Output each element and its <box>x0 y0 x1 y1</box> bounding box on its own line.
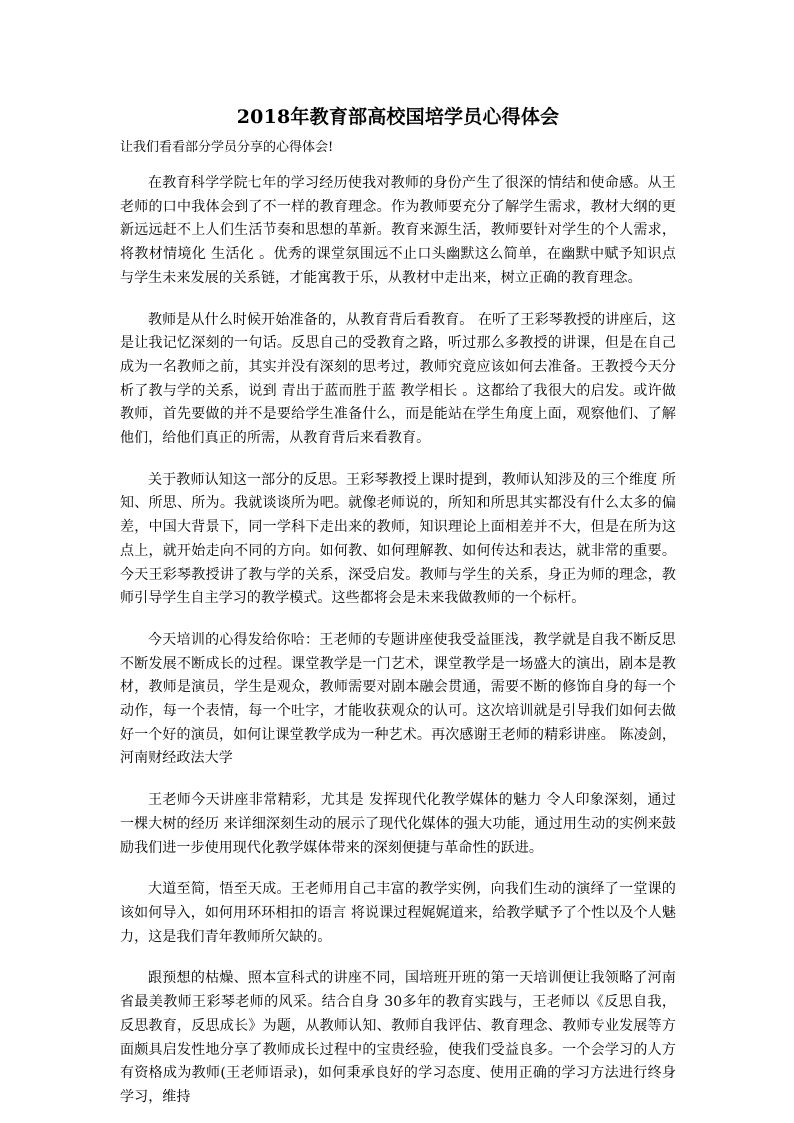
paragraph-5: 王老师今天讲座非常精彩，尤其是 发挥现代化教学媒体的魅力 令人印象深刻，通过 一棵大树的经历 来详细深刻生动的展示了现代化媒体的强大功能，通过用生动的实例来鼓励我们进一步使用现代化教学媒体带来的深刻便捷与革命性的跃进。 <box>120 792 676 856</box>
intro-line: 让我们看看部分学员分享的心得体会! <box>120 140 334 155</box>
paragraph-7: 跟预想的枯燥、照本宣科式的讲座不同，国培班开班的第一天培训便让我领略了河南省最美教师王彩琴老师的风采。结合自身 30多年的教育实践与，王老师以《反思自我，反思教育，反思成长》为题，从教师认知、教师自我评估、教育理念、教师专业发展等方面颇具启发性地分享了教师成长过程中的宝贵经验，使我们受益良多。一个会学习的人方有资格成为教师(王老师语录)，如何秉承良好的学习态度、使用正确的学习方法进行终身学习，维持 <box>120 970 676 1105</box>
paragraph-6: 大道至简，悟至天成。王老师用自己丰富的教学实例，向我们生动的演绎了一堂课的该如何导入，如何用环环相扣的语言 将说课过程娓娓道来，给教学赋予了个性以及个人魅力，这是我们青年教师所欠缺的。 <box>120 881 676 945</box>
paragraph-4: 今天培训的心得发给你哈：王老师的专题讲座使我受益匪浅，教学就是自我不断反思不断发展不断成长的过程。课堂教学是一门艺术，课堂教学是一场盛大的演出，剧本是教材，教师是演员，学生是观众，教师需要对剧本融会贯通，需要不断的修饰自身的每一个动作，每一个表情，每一个吐字，才能收获观众的认可。这次培训就是引导我们如何去做好一个好的演员，如何让课堂教学成为一种艺术。再次感谢王老师的精彩讲座。 陈凌剑，河南财经政法大学 <box>120 631 676 767</box>
paragraph-2: 教师是从什么时候开始准备的，从教育背后看教育。 在听了王彩琴教授的讲座后，这是让我记忆深刻的一句话。反思自己的受教育之路，听过那么多教授的讲课，但是在自己成为一名教师之前，其实并没有深刻的思考过，教师究竟应该如何去准备。王教授今天分析了教与学的关系，说到 青出于蓝而胜于蓝 教学相长 。这都给了我很大的启发。或许做教师，首先要做的并不是要给学生准备什么，而是能站在学生角度上面，观察他们、了解他们，给他们真正的所需，从教育背后来看教育。 <box>120 311 676 447</box>
paragraph-3: 关于教师认知这一部分的反思。王彩琴教授上课时提到，教师认知涉及的三个维度 所知、所思、所为。我就谈谈所为吧。就像老师说的，所知和所思其实都没有什么太多的偏差，中国大背景下，同一学科下走出来的教师，知识理论上面相差并不大，但是在所为这点上，就开始走向不同的方向。如何教、如何理解教、如何传达和表达，就非常的重要。今天王彩琴教授讲了教与学的关系，深受启发。教师与学生的关系，身正为师的理念，教师引导学生自主学习的教学模式。这些都将会是未来我做教师的一个标杆。 <box>120 471 676 607</box>
page-title: 2018年教育部高校国培学员心得体会 <box>236 106 560 128</box>
paragraph-1: 在教育科学学院七年的学习经历使我对教师的身份产生了很深的情结和使命感。从王老师的口中我体会到了不一样的教育理念。作为教师要充分了解学生需求，教材大纲的更新远远赶不上人们生活节奏和思想的革新。教育来源生活，教师要针对学生的个人需求，将教材情境化 生活化 。优秀的课堂氛围远不止口头幽默这么简单，在幽默中赋予知识点与学生未来发展的关系链，才能寓教于乐，从教材中走出来，树立正确的教育理念。 <box>120 175 676 286</box>
